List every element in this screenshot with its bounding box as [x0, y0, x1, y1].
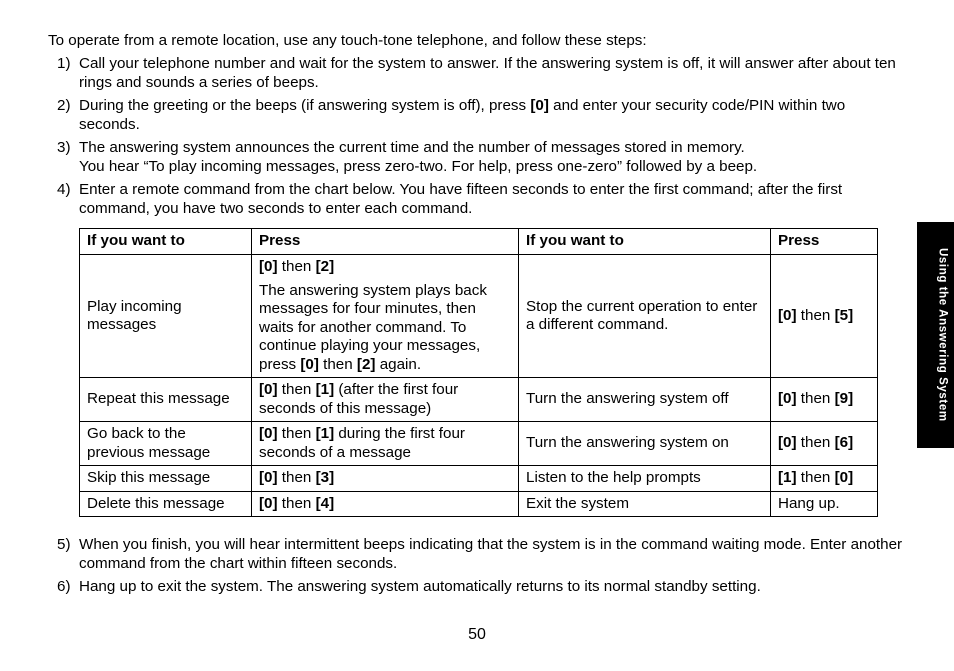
step-text: During the greeting or the beeps (if answering system is off), press [0] and enter your security code/PIN within two seconds. — [79, 97, 846, 133]
side-tab-label: Using the Answering System — [936, 248, 949, 422]
step-text: Enter a remote command from the chart below. You have fifteen seconds to enter the first command; after the first command, you have two seconds to enter each command. — [79, 181, 843, 217]
cell-action: Go back to the previous message — [80, 422, 252, 466]
cell-action: Turn the answering system on — [519, 422, 771, 466]
step-number: 1) — [57, 55, 71, 72]
header-press-2: Press — [771, 229, 878, 255]
step-item — [48, 54, 908, 92]
cell-keys: [0] then [1] during the first four seconds of a message — [252, 422, 519, 466]
intro-paragraph: To operate from a remote location, use any touch-tone telephone, and follow these steps: — [48, 32, 647, 49]
cell-action: Stop the current operation to enter a different command. — [519, 255, 771, 378]
cell-action: Play incoming messages — [80, 255, 252, 378]
table-row — [80, 422, 878, 466]
step-item — [48, 96, 908, 134]
cell-keys: [0] then [5] — [771, 255, 878, 378]
steps-list-after — [48, 535, 908, 600]
step-text: Call your telephone number and wait for the system to answer. If the answering system is off, it will answer after about ten rings and sounds a series of beeps. — [79, 55, 896, 91]
step-item — [48, 180, 908, 218]
cell-keys: [0] then [3] — [252, 466, 519, 492]
table-row — [80, 466, 878, 492]
cell-action: Exit the system — [519, 491, 771, 517]
header-want-1: If you want to — [80, 229, 252, 255]
header-press-1: Press — [252, 229, 519, 255]
cell-action: Delete this message — [80, 491, 252, 517]
cell-action: Repeat this message — [80, 378, 252, 422]
step-item — [48, 535, 908, 573]
cell-keys: [0] then [4] — [252, 491, 519, 517]
cell-keys: [0] then [6] — [771, 422, 878, 466]
table-row — [80, 378, 878, 422]
steps-list-before — [48, 54, 908, 222]
header-want-2: If you want to — [519, 229, 771, 255]
step-number: 2) — [57, 97, 71, 114]
cell-keys: Hang up. — [771, 491, 878, 517]
cell-keys: [1] then [0] — [771, 466, 878, 492]
table-row — [80, 255, 878, 378]
cell-action: Turn the answering system off — [519, 378, 771, 422]
step-item — [48, 138, 908, 176]
step-item — [48, 577, 908, 596]
cell-keys: [0] then [1] (after the first four seconds of this message) — [252, 378, 519, 422]
table-row — [80, 491, 878, 517]
table-header-row — [80, 229, 878, 255]
cell-keys: [0] then [9] — [771, 378, 878, 422]
step-number: 5) — [57, 536, 71, 553]
step-text: The answering system announces the current time and the number of messages stored in memory. You hear “To play incoming messages, press zero-two. For help, press one-zero” followed by a beep. — [79, 139, 758, 175]
step-number: 6) — [57, 578, 71, 595]
cell-action: Listen to the help prompts — [519, 466, 771, 492]
section-side-tab — [917, 222, 954, 448]
cell-keys: [0] then [2] The answering system plays back messages for four minutes, then waits for another command. To continue playing your messages, press [0] then [2] again. — [252, 255, 519, 378]
cell-action: Skip this message — [80, 466, 252, 492]
remote-command-table — [79, 228, 878, 517]
step-number: 4) — [57, 181, 71, 198]
step-number: 3) — [57, 139, 71, 156]
step-text: When you finish, you will hear intermittent beeps indicating that the system is in the command waiting mode. Enter another command from the chart within fifteen seconds. — [79, 536, 903, 572]
page-number: 50 — [468, 626, 486, 643]
step-text: Hang up to exit the system. The answering system automatically returns to its normal standby setting. — [79, 578, 761, 595]
